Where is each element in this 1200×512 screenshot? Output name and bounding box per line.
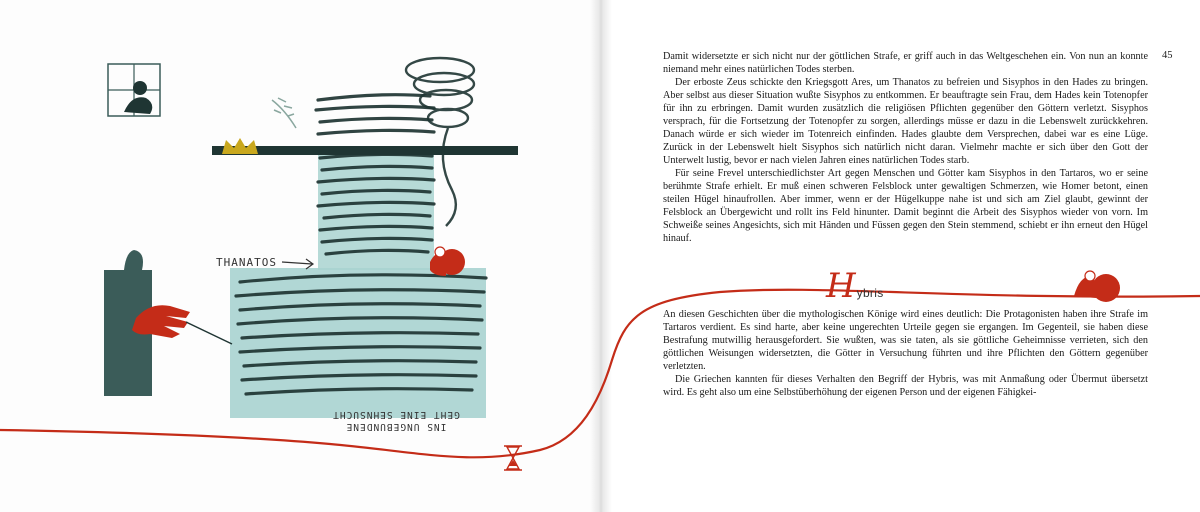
paragraph: Die Griechen kannten für dieses Verhalten den Begriff der Hybris, was mit Anmaßung oder Übermut übersetzt wird. Es geht also um eine Selbstüberhöhung der eigenen Person und der eigenen Fähigkei-	[663, 374, 1148, 398]
thanatos-arrow	[282, 259, 313, 269]
paragraph: An diesen Geschichten über die mythologischen Könige wird eines deutlich: Die Protagonisten haben ihre Strafe im Tartaros verdient. Es sind harte, aber keine ungerechten Urteile gegen sie ergangen. Im Gegenteil, sie haben diese Bestrafung mutwillig herausgefordert. Sie wußten, was sie taten, als sie göttliche Geheimnisse verrieten, sich den göttlichen Weisungen widersetzten, die Götter in Versuchung führten und ihre Pflichten den Göttern gegenüber verletzten.	[663, 309, 1148, 372]
crown-icon	[222, 138, 258, 154]
section-heading	[826, 266, 884, 306]
quote-line-1: INS UNGEBUNDENE	[345, 421, 447, 432]
hourglass-icon	[504, 446, 522, 470]
heading-initial: H	[826, 266, 856, 306]
paragraph: Damit widersetzte er sich nicht nur der göttlichen Strafe, er griff auch in das Weltgeschehen ein. Von nun an konnte niemand mehr eines natürlichen Todes sterben.	[663, 51, 1148, 75]
paragraph: Für seine Frevel unterschiedlichster Art gegen Menschen und Götter kam Sisyphos in den Tartaros, wo er seine berühmte Strafe erhielt. Er muß einen schweren Felsblock unter gewaltigen Schmerzen, wie Homer betont, einen steilen Hügel hinaufrollen. Aber immer, wenn er der Hügelkuppe nahe ist und sich am Ziel glaubt, gewinnt der Felsblock an Übergewicht und rollt ins Feld hinunter. Damit beginnt die Arbeit des Sisyphos wieder von vorn. Im Schweiße seines Angesichts, sich mit Händen und Füssen gegen den Stein stemmend, schiebt er ihn erneut den Hügel hinauf.	[663, 168, 1148, 244]
heading-rest: ybris	[856, 286, 884, 300]
small-figure-on-column	[124, 250, 143, 270]
window-figure-icon	[108, 64, 160, 116]
thanatos-label: THANATOS	[216, 256, 277, 269]
upside-down-quote	[320, 408, 472, 432]
text-block-bottom	[663, 308, 1148, 399]
quote-line-2: GEHT EINE SEHNSUCHT	[332, 409, 460, 420]
text-block-top	[663, 50, 1148, 245]
paragraph: Der erboste Zeus schickte den Kriegsgott Ares, um Thanatos zu befreien und Sisyphos in den Hades zu bringen. Aber selbst aus dieser Situation wußte Sisyphos zu entkommen. Er beauftragte sein Frau, dem Hades kein Totenopfer für ihn zu erbringen. Damit wurden zusätzlich die religiösen Pflichten gegenüber den Göttern verletzt. Sisyphos versprach, für die Fortsetzung der Totenopfer zu sorgen, allerdings müsse er dazu in die Lebenswelt zurückkehren. Danach würde er sich wieder im Totenreich einfinden. Hades glaubte dem Versprechen, dabei war es eine Lüge. Zurück in der Lebenswelt hielt Sisyphos sich natürlich nicht daran. Vielmehr machte er sich über den Gott der Unterwelt lustig, bevor er nach vielen Jahren eines natürlichen Todes starb.	[663, 77, 1148, 166]
leaf-sprig-icon	[272, 98, 296, 128]
page-number: 45	[1162, 50, 1173, 61]
sisyphus-figure-left	[430, 247, 465, 276]
